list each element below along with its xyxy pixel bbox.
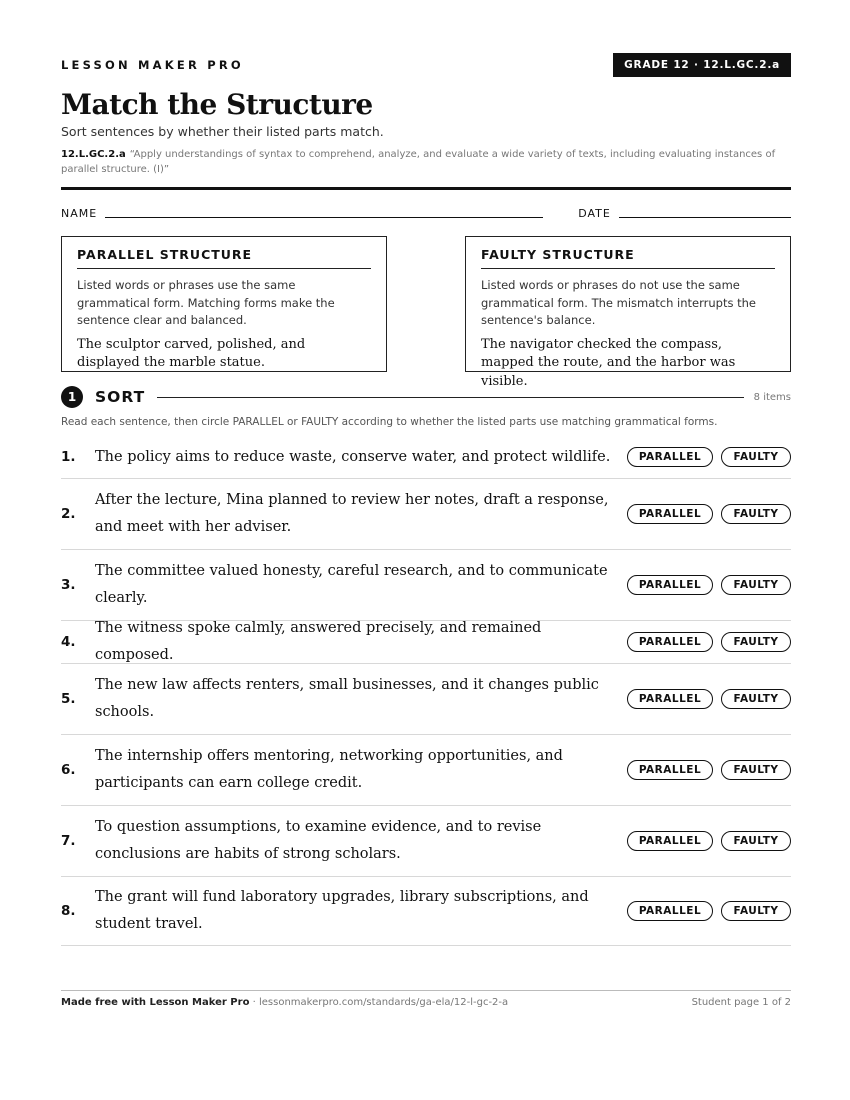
faulty-choice[interactable]: FAULTY xyxy=(721,632,791,652)
name-field[interactable] xyxy=(105,217,543,218)
item-number: 1. xyxy=(61,449,76,465)
choice-group xyxy=(627,575,791,595)
item-number: 7. xyxy=(61,833,76,849)
box-title: FAULTY STRUCTURE xyxy=(481,247,775,269)
parallel-choice[interactable]: PARALLEL xyxy=(627,901,713,921)
box-example: The navigator checked the compass, mapped the route, and the harbor was visible. xyxy=(481,336,736,389)
parallel-choice[interactable]: PARALLEL xyxy=(627,689,713,709)
footer-credit xyxy=(61,997,508,1008)
parallel-choice[interactable]: PARALLEL xyxy=(627,760,713,780)
page-number: Student page 1 of 2 xyxy=(691,997,791,1008)
choice-group xyxy=(627,632,791,652)
footer-url[interactable]: · lessonmakerpro.com/standards/ga-ela/12-l-gc-2-a xyxy=(249,997,509,1008)
list-item xyxy=(61,877,791,946)
section-title: SORT xyxy=(95,388,146,406)
faulty-choice[interactable]: FAULTY xyxy=(721,760,791,780)
list-item xyxy=(61,479,791,550)
faulty-choice[interactable]: FAULTY xyxy=(721,575,791,595)
item-sentence: The witness spoke calmly, answered precisely, and remained composed. xyxy=(95,620,542,663)
name-date-row xyxy=(61,204,791,220)
brand-name: LESSON MAKER PRO xyxy=(61,58,244,72)
choice-group xyxy=(627,447,791,467)
item-sentence: After the lecture, Mina planned to review her notes, draft a response, and meet with her adviser. xyxy=(95,492,609,535)
item-count: 8 items xyxy=(753,391,791,403)
item-list xyxy=(61,436,791,946)
faulty-choice[interactable]: FAULTY xyxy=(721,689,791,709)
list-item xyxy=(61,806,791,877)
faulty-choice[interactable]: FAULTY xyxy=(721,901,791,921)
item-sentence: To question assumptions, to examine evidence, and to revise conclusions are habits of strong scholars. xyxy=(95,819,542,862)
box-description: Listed words or phrases do not use the same grammatical form. The mismatch interrupts the sentence's balance. xyxy=(481,278,756,327)
parallel-choice[interactable]: PARALLEL xyxy=(627,447,713,467)
item-sentence: The committee valued honesty, careful research, and to communicate clearly. xyxy=(95,563,608,606)
parallel-structure-box xyxy=(61,236,387,372)
parallel-choice[interactable]: PARALLEL xyxy=(627,504,713,524)
list-item xyxy=(61,664,791,735)
standard-code: 12.L.GC.2.a xyxy=(61,149,126,160)
instructions: Read each sentence, then circle PARALLEL or FAULTY according to whether the listed parts use matching grammatical forms. xyxy=(61,416,718,428)
definition-boxes xyxy=(61,236,791,389)
item-sentence: The new law affects renters, small businesses, and it changes public schools. xyxy=(95,677,599,720)
name-label: NAME xyxy=(61,207,98,220)
item-sentence: The grant will fund laboratory upgrades, library subscriptions, and student travel. xyxy=(95,889,589,932)
box-description: Listed words or phrases use the same grammatical form. Matching forms make the sentence clear and balanced. xyxy=(77,278,335,327)
choice-group xyxy=(627,901,791,921)
item-number: 6. xyxy=(61,762,76,778)
section-number: 1 xyxy=(61,386,83,408)
item-sentence: The policy aims to reduce waste, conserve water, and protect wildlife. xyxy=(95,448,611,465)
parallel-choice[interactable]: PARALLEL xyxy=(627,632,713,652)
choice-group xyxy=(627,689,791,709)
item-number: 8. xyxy=(61,903,76,919)
date-field[interactable] xyxy=(619,217,791,218)
choice-group xyxy=(627,504,791,524)
faulty-choice[interactable]: FAULTY xyxy=(721,831,791,851)
list-item xyxy=(61,621,791,664)
item-number: 2. xyxy=(61,506,76,522)
top-bar xyxy=(61,52,791,78)
page-title: Match the Structure xyxy=(61,88,373,121)
item-number: 3. xyxy=(61,577,76,593)
header-divider xyxy=(61,187,791,190)
box-example: The sculptor carved, polished, and displayed the marble statue. xyxy=(77,336,306,370)
box-title: PARALLEL STRUCTURE xyxy=(77,247,371,269)
date-label: DATE xyxy=(578,207,611,220)
choice-group xyxy=(627,831,791,851)
footer-made-with: Made free with Lesson Maker Pro xyxy=(61,997,250,1008)
item-number: 4. xyxy=(61,634,76,650)
parallel-choice[interactable]: PARALLEL xyxy=(627,831,713,851)
choice-group xyxy=(627,760,791,780)
page-footer xyxy=(61,990,791,1008)
faulty-structure-box xyxy=(465,236,791,389)
parallel-choice[interactable]: PARALLEL xyxy=(627,575,713,595)
standard-description xyxy=(61,147,791,177)
section-divider xyxy=(157,397,744,398)
standard-text: “Apply understandings of syntax to comprehend, analyze, and evaluate a wide variety of texts, including evaluating instances of parallel structure. (I)” xyxy=(61,149,776,175)
list-item xyxy=(61,735,791,806)
worksheet-page xyxy=(61,52,791,946)
list-item xyxy=(61,436,791,479)
faulty-choice[interactable]: FAULTY xyxy=(721,447,791,467)
list-item xyxy=(61,550,791,621)
item-number: 5. xyxy=(61,691,76,707)
faulty-choice[interactable]: FAULTY xyxy=(721,504,791,524)
item-sentence: The internship offers mentoring, networking opportunities, and participants can earn college credit. xyxy=(95,748,563,791)
page-subtitle: Sort sentences by whether their listed parts match. xyxy=(61,124,384,139)
grade-badge: GRADE 12 · 12.L.GC.2.a xyxy=(613,53,791,77)
